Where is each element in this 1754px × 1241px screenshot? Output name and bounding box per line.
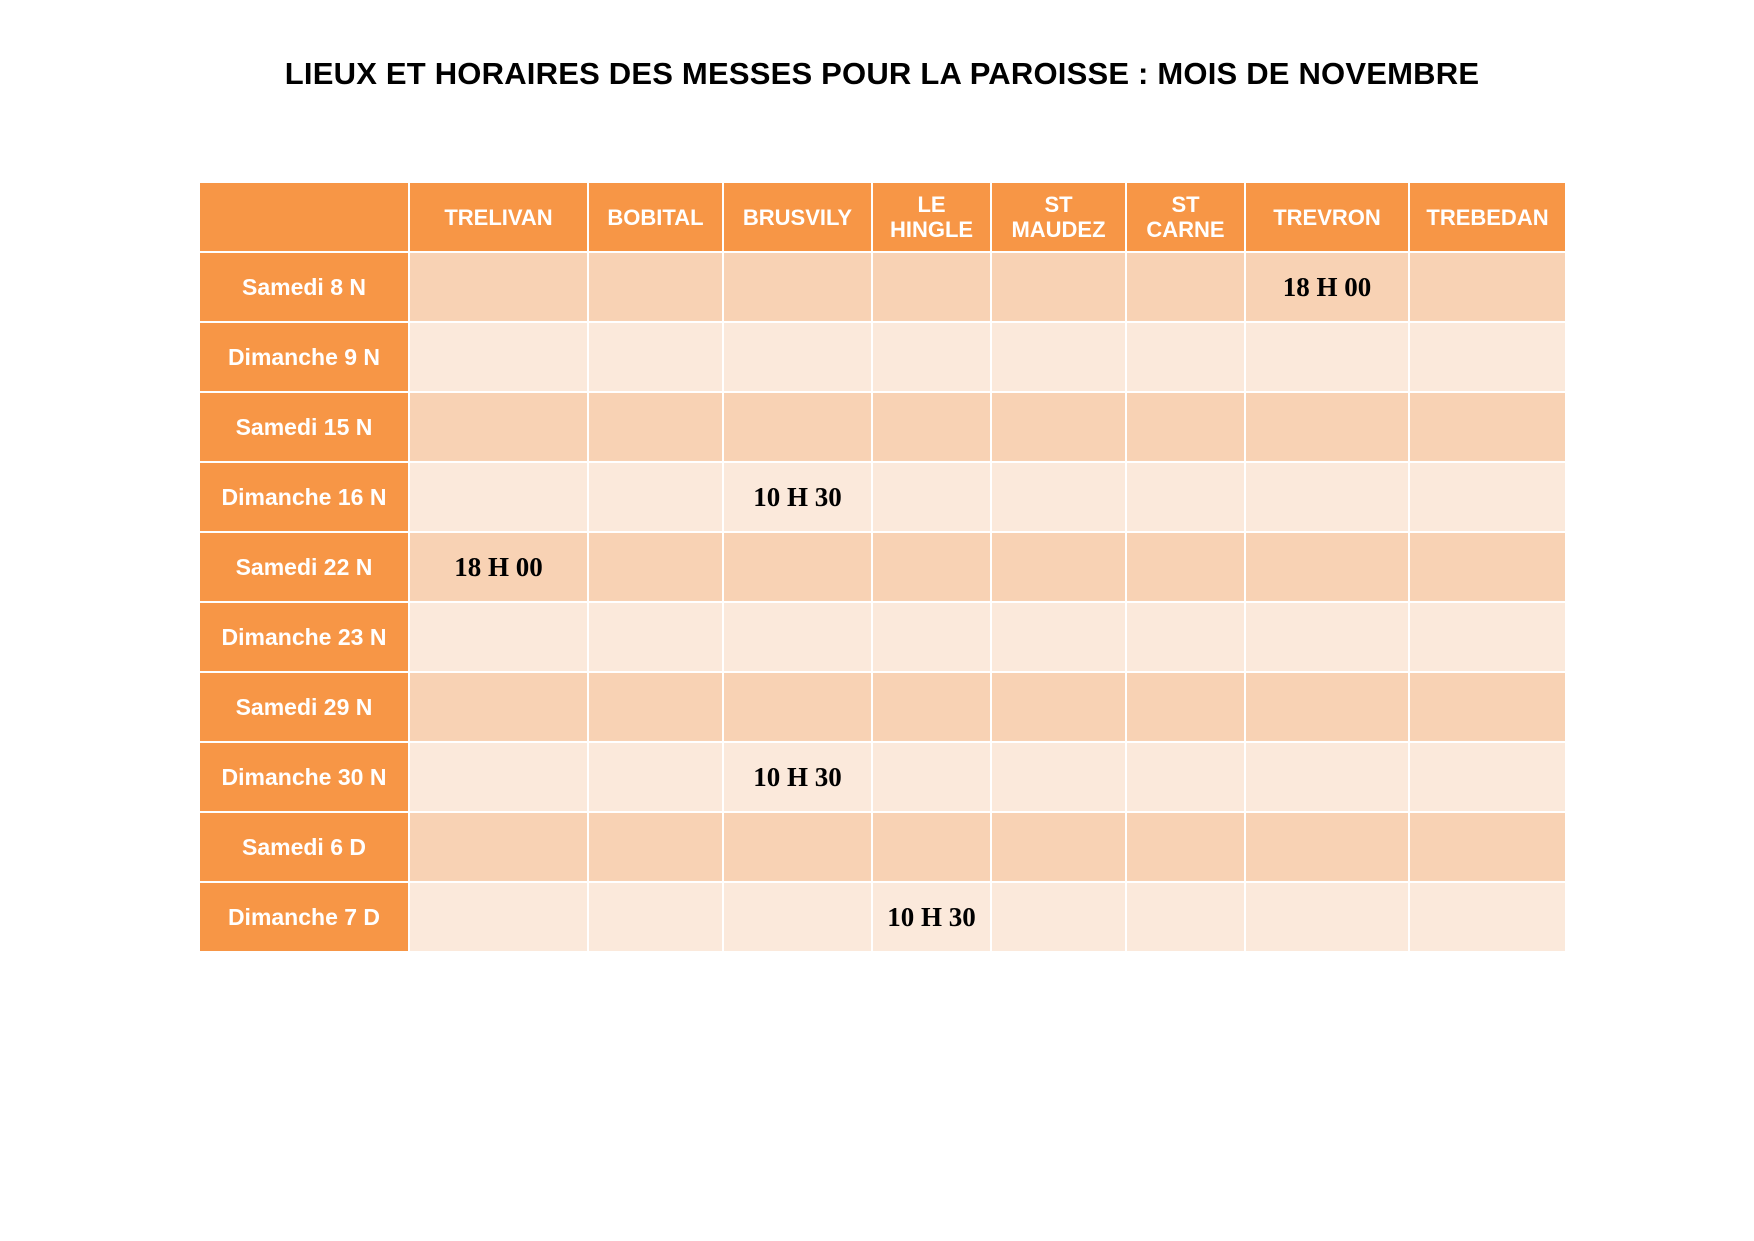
schedule-cell-brusvily bbox=[723, 392, 872, 462]
schedule-cell-brusvily bbox=[723, 532, 872, 602]
schedule-cell-st-carne bbox=[1126, 462, 1245, 532]
schedule-cell-trevron bbox=[1245, 322, 1409, 392]
schedule-cell-trelivan bbox=[409, 602, 588, 672]
schedule-cell-trelivan bbox=[409, 252, 588, 322]
table-row bbox=[199, 742, 1566, 812]
schedule-cell-st-maudez bbox=[991, 252, 1126, 322]
schedule-cell-st-maudez bbox=[991, 532, 1126, 602]
schedule-cell-st-maudez bbox=[991, 602, 1126, 672]
table-row bbox=[199, 392, 1566, 462]
schedule-cell-brusvily: 10 H 30 bbox=[723, 462, 872, 532]
row-header-date: Dimanche 7 D bbox=[199, 882, 409, 952]
schedule-cell-trevron bbox=[1245, 882, 1409, 952]
page-title: LIEUX ET HORAIRES DES MESSES POUR LA PAROISSE : MOIS DE NOVEMBRE bbox=[284, 56, 1480, 91]
schedule-cell-trebedan bbox=[1409, 462, 1566, 532]
schedule-cell-st-carne bbox=[1126, 252, 1245, 322]
schedule-cell-trevron bbox=[1245, 392, 1409, 462]
schedule-cell-le-hingle bbox=[872, 742, 991, 812]
schedule-cell-bobital bbox=[588, 672, 723, 742]
schedule-cell-trelivan bbox=[409, 392, 588, 462]
schedule-cell-trelivan bbox=[409, 812, 588, 882]
schedule-cell-st-carne bbox=[1126, 742, 1245, 812]
table-row bbox=[199, 882, 1566, 952]
schedule-cell-brusvily bbox=[723, 812, 872, 882]
column-header-bobital: BOBITAL bbox=[588, 182, 723, 252]
schedule-cell-le-hingle bbox=[872, 462, 991, 532]
schedule-cell-trebedan bbox=[1409, 602, 1566, 672]
schedule-cell-st-maudez bbox=[991, 672, 1126, 742]
schedule-cell-trebedan bbox=[1409, 812, 1566, 882]
schedule-cell-brusvily bbox=[723, 252, 872, 322]
schedule-cell-trevron bbox=[1245, 812, 1409, 882]
schedule-cell-trevron: 18 H 00 bbox=[1245, 252, 1409, 322]
corner-cell bbox=[199, 182, 409, 252]
row-header-date: Dimanche 30 N bbox=[199, 742, 409, 812]
schedule-cell-trevron bbox=[1245, 532, 1409, 602]
schedule-cell-trevron bbox=[1245, 672, 1409, 742]
schedule-cell-trevron bbox=[1245, 462, 1409, 532]
row-header-date: Samedi 15 N bbox=[199, 392, 409, 462]
schedule-cell-st-maudez bbox=[991, 462, 1126, 532]
row-header-date: Samedi 22 N bbox=[199, 532, 409, 602]
schedule-cell-le-hingle bbox=[872, 812, 991, 882]
table-row bbox=[199, 252, 1566, 322]
schedule-cell-le-hingle bbox=[872, 602, 991, 672]
schedule-cell-bobital bbox=[588, 392, 723, 462]
table-row bbox=[199, 462, 1566, 532]
schedule-cell-le-hingle bbox=[872, 532, 991, 602]
schedule-cell-le-hingle bbox=[872, 392, 991, 462]
schedule-cell-trelivan bbox=[409, 672, 588, 742]
schedule-cell-bobital bbox=[588, 882, 723, 952]
schedule-cell-trelivan bbox=[409, 322, 588, 392]
schedule-cell-trebedan bbox=[1409, 392, 1566, 462]
schedule-cell-trelivan bbox=[409, 462, 588, 532]
header-row bbox=[199, 182, 1566, 252]
column-header-trevron: TREVRON bbox=[1245, 182, 1409, 252]
schedule-cell-trevron bbox=[1245, 742, 1409, 812]
schedule-cell-le-hingle bbox=[872, 322, 991, 392]
column-header-brusvily: BRUSVILY bbox=[723, 182, 872, 252]
column-header-le-hingle: LE HINGLE bbox=[872, 182, 991, 252]
schedule-cell-bobital bbox=[588, 812, 723, 882]
schedule-cell-st-maudez bbox=[991, 882, 1126, 952]
column-header-st-maudez: ST MAUDEZ bbox=[991, 182, 1126, 252]
schedule-cell-brusvily: 10 H 30 bbox=[723, 742, 872, 812]
schedule-cell-trevron bbox=[1245, 602, 1409, 672]
schedule-cell-trebedan bbox=[1409, 882, 1566, 952]
schedule-cell-st-maudez bbox=[991, 392, 1126, 462]
schedule-cell-st-maudez bbox=[991, 742, 1126, 812]
table-row bbox=[199, 672, 1566, 742]
schedule-cell-st-carne bbox=[1126, 392, 1245, 462]
row-header-date: Samedi 8 N bbox=[199, 252, 409, 322]
schedule-cell-le-hingle bbox=[872, 252, 991, 322]
schedule-cell-bobital bbox=[588, 602, 723, 672]
schedule-cell-st-carne bbox=[1126, 602, 1245, 672]
column-header-trelivan: TRELIVAN bbox=[409, 182, 588, 252]
schedule-cell-trebedan bbox=[1409, 532, 1566, 602]
schedule-cell-st-carne bbox=[1126, 672, 1245, 742]
schedule-cell-bobital bbox=[588, 532, 723, 602]
schedule-cell-trelivan: 18 H 00 bbox=[409, 532, 588, 602]
schedule-cell-trebedan bbox=[1409, 672, 1566, 742]
schedule-cell-bobital bbox=[588, 742, 723, 812]
schedule-cell-brusvily bbox=[723, 882, 872, 952]
row-header-date: Dimanche 9 N bbox=[199, 322, 409, 392]
schedule-cell-bobital bbox=[588, 462, 723, 532]
schedule-cell-trebedan bbox=[1409, 742, 1566, 812]
mass-schedule-table bbox=[198, 181, 1567, 953]
column-header-trebedan: TREBEDAN bbox=[1409, 182, 1566, 252]
schedule-cell-st-carne bbox=[1126, 882, 1245, 952]
schedule-cell-brusvily bbox=[723, 602, 872, 672]
schedule-cell-st-maudez bbox=[991, 322, 1126, 392]
schedule-cell-le-hingle bbox=[872, 672, 991, 742]
table-row bbox=[199, 812, 1566, 882]
schedule-cell-brusvily bbox=[723, 322, 872, 392]
schedule-body bbox=[199, 252, 1566, 952]
schedule-cell-trebedan bbox=[1409, 322, 1566, 392]
table-row bbox=[199, 532, 1566, 602]
row-header-date: Samedi 6 D bbox=[199, 812, 409, 882]
table-row bbox=[199, 602, 1566, 672]
schedule-cell-brusvily bbox=[723, 672, 872, 742]
schedule-cell-st-maudez bbox=[991, 812, 1126, 882]
schedule-cell-bobital bbox=[588, 322, 723, 392]
schedule-cell-bobital bbox=[588, 252, 723, 322]
schedule-cell-st-carne bbox=[1126, 532, 1245, 602]
table-row bbox=[199, 322, 1566, 392]
column-header-st-carne: ST CARNE bbox=[1126, 182, 1245, 252]
schedule-cell-le-hingle: 10 H 30 bbox=[872, 882, 991, 952]
schedule-cell-trelivan bbox=[409, 742, 588, 812]
row-header-date: Dimanche 16 N bbox=[199, 462, 409, 532]
row-header-date: Samedi 29 N bbox=[199, 672, 409, 742]
schedule-cell-trelivan bbox=[409, 882, 588, 952]
schedule-cell-trebedan bbox=[1409, 252, 1566, 322]
row-header-date: Dimanche 23 N bbox=[199, 602, 409, 672]
schedule-cell-st-carne bbox=[1126, 812, 1245, 882]
schedule-cell-st-carne bbox=[1126, 322, 1245, 392]
